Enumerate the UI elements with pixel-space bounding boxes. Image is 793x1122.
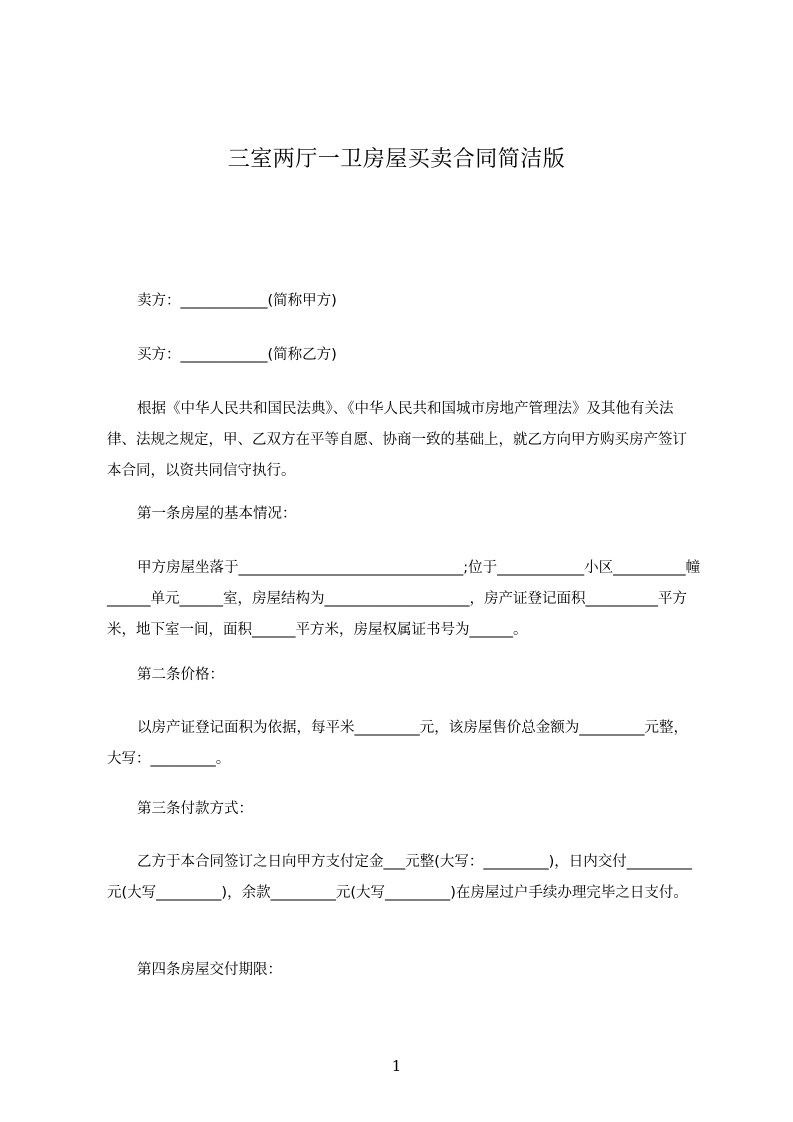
article-1-text: 甲方房屋坐落于_______________________________;位于____________小区__________幢______单元______室，房屋结构为____________________，房产证登记面积__________平方米，地下室一间，面积______平方米，房屋权属证书号为______。 [107, 560, 701, 638]
article-4-heading: 第四条房屋交付期限： [137, 962, 282, 978]
article-3-heading: 第三条付款方式： [137, 801, 253, 817]
seller-line: 卖方：____________(简称甲方) [137, 293, 337, 309]
preamble-paragraph: 根据《中华人民共和国民法典》、《中华人民共和国城市房地产管理法》及其他有关法律、法规之规定，甲、乙双方在平等自愿、协商一致的基础上，就乙方向甲方购买房产签订本合同，以资共同信守执行。 [107, 401, 687, 479]
buyer-line: 买方：____________(简称乙方) [137, 347, 337, 363]
article-2-heading: 第二条价格： [137, 667, 224, 683]
article-1-heading: 第一条房屋的基本情况： [137, 506, 297, 522]
article-2-text: 以房产证登记面积为依据，每平米_________元，该房屋售价总金额为_________元整，大写：_________。 [107, 720, 688, 767]
page-title: 三室两厅一卫房屋买卖合同简洁版 [227, 147, 566, 172]
page-number: 1 [391, 1057, 402, 1075]
article-3-text: 乙方于本合同签订之日向甲方支付定金___元整(大写：_________)，日内交付_________元(大写_________)，余款_________元(大写_________)在房屋过户手续办理完毕之日支付。 [107, 854, 693, 901]
